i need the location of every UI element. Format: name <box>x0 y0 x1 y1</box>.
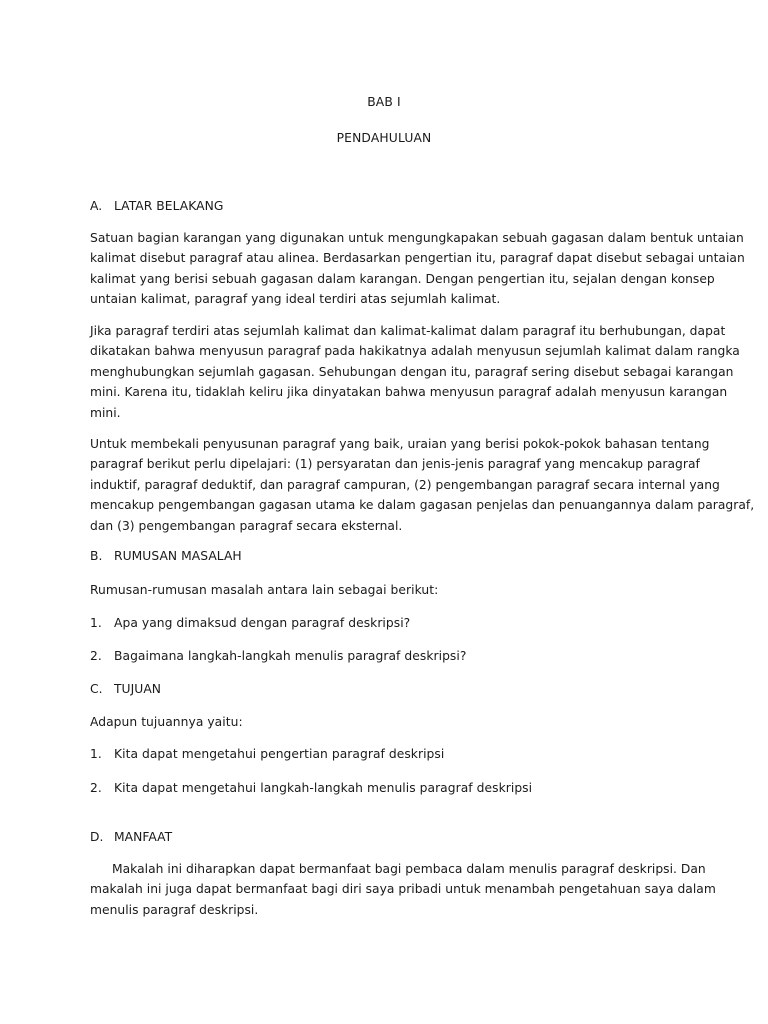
list-item <box>90 648 690 664</box>
list-item-number: 1. <box>90 616 102 630</box>
chapter-title: PENDAHULUAN <box>336 131 432 145</box>
section-c-intro: Adapun tujuannya yaitu: <box>90 715 243 729</box>
list-item-number: 2. <box>90 649 102 663</box>
paragraph-line-text: Makalah ini diharapkan dapat bermanfaat bagi pembaca dalam menulis paragraf deskripsi. Dan <box>112 862 706 876</box>
list-item-text: Bagaimana langkah-langkah menulis paragraf deskripsi? <box>114 649 467 663</box>
paragraph-line: untaian kalimat, paragraf yang ideal terdiri atas sejumlah kalimat. <box>90 292 501 307</box>
section-c-heading <box>90 681 690 697</box>
section-a-paragraph-3 <box>90 434 755 536</box>
section-d-number: D. <box>90 830 104 844</box>
section-a-paragraph-2 <box>90 321 740 423</box>
list-item-text: Apa yang dimaksud dengan paragraf deskripsi? <box>114 616 411 630</box>
section-a-heading <box>90 198 690 214</box>
paragraph-line: dan (3) pengembangan paragraf secara eksternal. <box>90 518 403 533</box>
section-d-paragraph <box>90 859 716 920</box>
chapter-number: BAB I <box>367 95 401 109</box>
list-item <box>90 615 690 631</box>
paragraph-line: paragraf berikut perlu dipelajari: (1) persyaratan dan jenis-jenis paragraf yang mencakup paragraf <box>90 457 700 472</box>
section-b-number: B. <box>90 549 103 563</box>
section-a-label: LATAR BELAKANG <box>114 199 224 213</box>
list-item <box>90 780 690 796</box>
paragraph-line: dikatakan bahwa menyusun paragraf pada hakikatnya adalah menyusun sejumlah kalimat dalam rangka <box>90 344 740 359</box>
paragraph-line: Untuk membekali penyusunan paragraf yang baik, uraian yang berisi pokok-pokok bahasan tentang <box>90 437 710 451</box>
paragraph-line: induktif, paragraf deduktif, dan paragraf campuran, (2) pengembangan paragraf secara internal yang <box>90 477 720 492</box>
section-b-label: RUMUSAN MASALAH <box>114 549 242 563</box>
paragraph-line: mencakup pengembangan gagasan utama ke dalam gagasan penjelas dan penuangannya dalam paragraf, <box>90 498 755 513</box>
list-item-text: Kita dapat mengetahui pengertian paragraf deskripsi <box>114 747 445 761</box>
paragraph-line: makalah ini juga dapat bermanfaat bagi diri saya pribadi untuk menambah pengetahuan saya dalam <box>90 882 716 897</box>
paragraph-line: kalimat yang berisi sebuah gagasan dalam karangan. Dengan pengertian itu, sejalan dengan konsep <box>90 271 715 286</box>
list-item-number: 1. <box>90 747 102 761</box>
section-a-paragraph-1 <box>90 228 745 310</box>
paragraph-line <box>90 859 706 879</box>
paragraph-line: Satuan bagian karangan yang digunakan untuk mengungkapakan sebuah gagasan dalam bentuk untaian <box>90 231 744 245</box>
section-b-heading <box>90 548 690 564</box>
paragraph-line: Jika paragraf terdiri atas sejumlah kalimat dan kalimat-kalimat dalam paragraf itu berhubungan, dapat <box>90 324 726 338</box>
paragraph-line: menulis paragraf deskripsi. <box>90 902 259 917</box>
paragraph-line: kalimat disebut paragraf atau alinea. Berdasarkan pengertian itu, paragraf dapat disebut sebagai untaian <box>90 251 745 266</box>
list-item-text: Kita dapat mengetahui langkah-langkah menulis paragraf deskripsi <box>114 781 533 795</box>
section-b-intro: Rumusan-rumusan masalah antara lain sebagai berikut: <box>90 583 439 597</box>
section-d-heading <box>90 829 690 845</box>
paragraph-line: menghubungkan sejumlah gagasan. Sehubungan dengan itu, paragraf sering disebut sebagai karangan <box>90 364 734 379</box>
section-c-label: TUJUAN <box>114 682 162 696</box>
list-item <box>90 746 690 762</box>
section-c-number: C. <box>90 682 103 696</box>
section-d-label: MANFAAT <box>114 830 173 844</box>
paragraph-line: mini. <box>90 405 121 420</box>
paragraph-line: mini. Karena itu, tidaklah keliru jika dinyatakan bahwa menyusun paragraf adalah menyusun karangan <box>90 385 728 400</box>
list-item-number: 2. <box>90 781 102 795</box>
section-a-number: A. <box>90 199 103 213</box>
